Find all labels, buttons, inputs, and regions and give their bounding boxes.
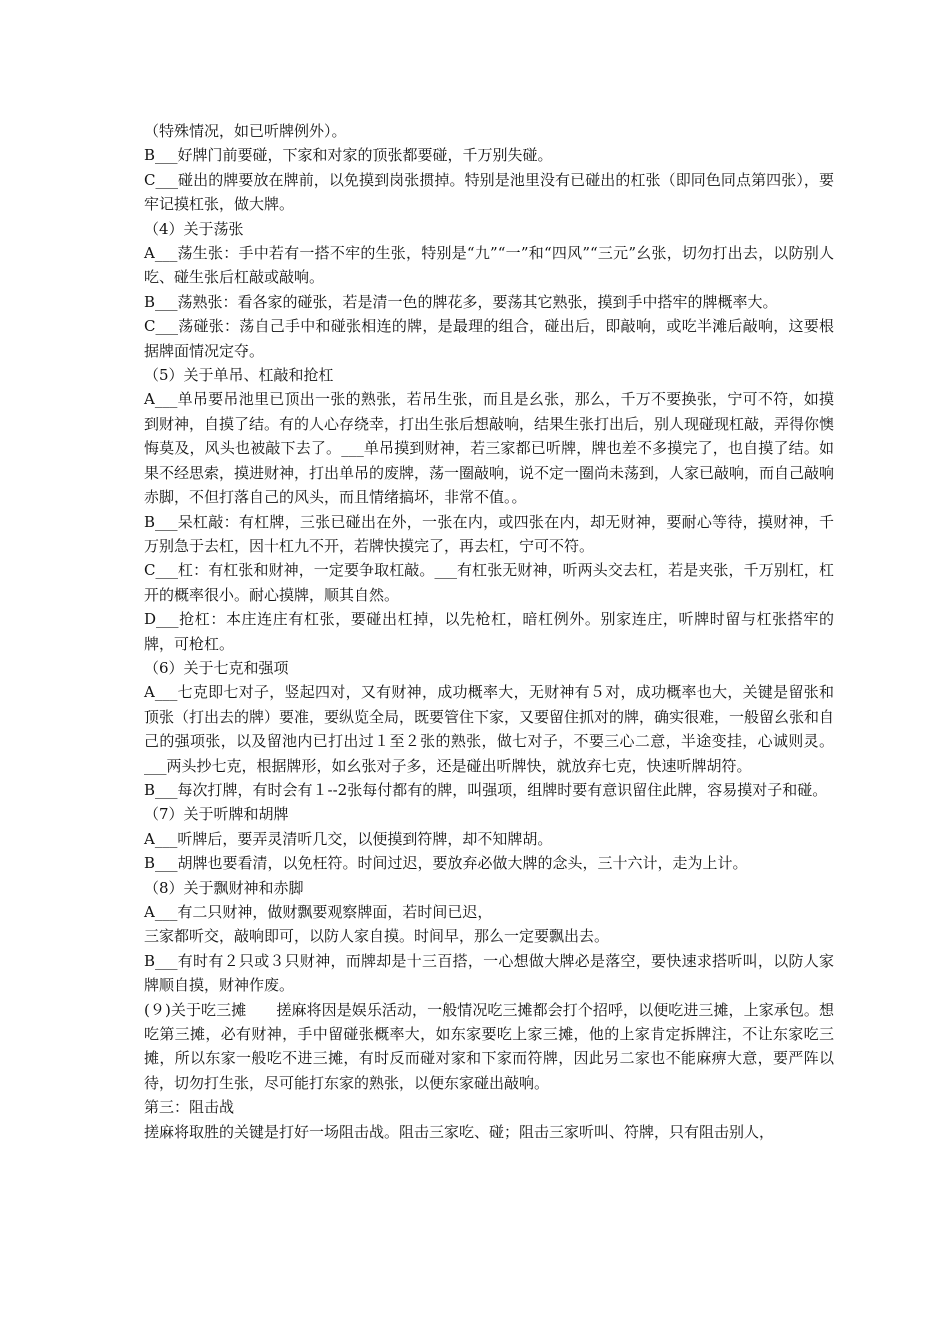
- paragraph: （特殊情况，如已听牌例外）。: [144, 122, 347, 140]
- paragraph: D___抢杠：本庄连庄有杠张，要碰出杠掉，以先枪杠，暗杠例外。别家连庄，听牌时留与杠张搭牢的牌，可枪杠。: [144, 610, 834, 653]
- paragraph: C___碰出的牌要放在牌前，以免摸到岗张掼掉。特别是池里没有已碰出的杠张（即同色同点第四张），要牢记摸杠张，做大牌。: [144, 170, 834, 214]
- document-body: [144, 119, 834, 1144]
- paragraph: C___荡碰张：荡自己手中和碰张相连的牌，是最理的组合，碰出后，即敲响，或吃半滩后敲响，这要根据牌面情况定夺。: [144, 317, 834, 360]
- paragraph: B___荡熟张：看各家的碰张，若是清一色的牌花多，要荡其它熟张，摸到手中搭牢的牌概率大。: [144, 292, 778, 311]
- paragraph: A___单吊要吊池里已顶出一张的熟张，若吊生张，而且是幺张，那么，千万不要换张，宁可不符，如摸到财神，自摸了结。有的人心存绕幸，打出生张后想敲响，结果生张打出后，别人现碰现杠敲，弄得你懊悔莫及，风头也被敲下去了。___单吊摸到财神，若三家都已听牌，牌也差不多摸完了，也自摸了结。如果不经思索，摸进财神，打出单吊的废牌，荡一圈敲响，说不定一圈尚未荡到，人家已敲响，而自己敲响赤脚，不但打落自己的风头，而且情绪搞坏，非常不值。。: [144, 390, 835, 507]
- section-heading: （4）关于荡张: [144, 219, 244, 238]
- paragraph: B___呆杠敲：有杠牌，三张已碰出在外，一张在内，或四张在内，却无财神，要耐心等待，摸财神，千万别急于去杠，因十杠九不开，若牌快摸完了，再去杠，宁可不符。: [144, 512, 834, 555]
- paragraph: A___听牌后，要弄灵清听几交，以便摸到符牌，却不知牌胡。: [144, 829, 553, 848]
- paragraph: A___有二只财神，做财飘要观察牌面，若时间已迟，: [144, 903, 493, 921]
- section-heading: （5）关于单吊、杠敲和抢杠: [144, 366, 334, 385]
- paragraph: C___杠：有杠张和财神，一定要争取杠敲。___有杠张无财神，听两头交去杠，若是夹张，千万别杠，杠开的概率很小。耐心摸牌，顺其自然。: [144, 561, 834, 604]
- paragraph: B___胡牌也要看清，以免枉符。时间过迟，要放弃必做大牌的念头，三十六计，走为上计。: [144, 854, 748, 873]
- paragraph: 三家都听交，敲响即可，以防人家自摸。时间早，那么一定要飘出去。: [144, 927, 610, 946]
- section-heading: （6）关于七克和强项: [144, 658, 289, 677]
- paragraph: B___有时有２只或３只财神，而牌却是十三百搭，一心想做大牌必是落空，要快速求搭听叫，以防人家牌顺自摸，财神作废。: [144, 951, 834, 995]
- section-heading: 第三：阻击战: [144, 1098, 235, 1117]
- paragraph: (９)关于吃三摊 搓麻将因是娱乐活动，一般情况吃三摊都会打个招呼，以便吃进三摊，上家承包。想吃第三摊，必有财神，手中留碰张概率大，如东家要吃上家三摊，他的上家肯定拆牌注，不让东家吃三摊，所以东家一般吃不进三摊，有时反而碰对家和下家而符牌，因此另二家也不能麻痹大意，要严阵以待，切勿打生张，尽可能打东家的熟张，以便东家碰出敲响。: [144, 1000, 834, 1092]
- paragraph: B___好牌门前要碰，下家和对家的顶张都要碰，千万别失碰。: [144, 146, 553, 165]
- paragraph: 搓麻将取胜的关键是打好一场阻击战。阻击三家吃、碰；阻击三家听叫、符牌，只有阻击别人，: [144, 1122, 775, 1141]
- section-heading: （7）关于听牌和胡牌: [144, 805, 289, 824]
- paragraph: B___每次打牌，有时会有１--2张每付都有的牌，叫强项，组牌时要有意识留住此牌，容易摸对子和碰。: [144, 780, 828, 799]
- section-heading: （8）关于飘财神和赤脚: [144, 878, 304, 897]
- paragraph: A___七克即七对子，竖起四对，又有财神，成功概率大，无财神有５对，成功概率也大，关键是留张和顶张（打出去的牌）要准，要纵览全局，既要管住下家，又要留住抓对的牌，确实很难，一般留幺张和自己的强项张，以及留池内已打出过１至２张的熟张，做七对子，不要三心二意，半途变挂，心诚则灵。___两头抄七克，根据牌形，如幺张对子多，还是碰出听牌快，就放弃七克，快速听牌胡符。: [144, 683, 835, 775]
- paragraph: A___荡生张：手中若有一搭不牢的生张，特别是“九”“一”和“四风”“三元”幺张，切勿打出去，以防别人吃、碰生张后杠敲或敲响。: [144, 244, 834, 287]
